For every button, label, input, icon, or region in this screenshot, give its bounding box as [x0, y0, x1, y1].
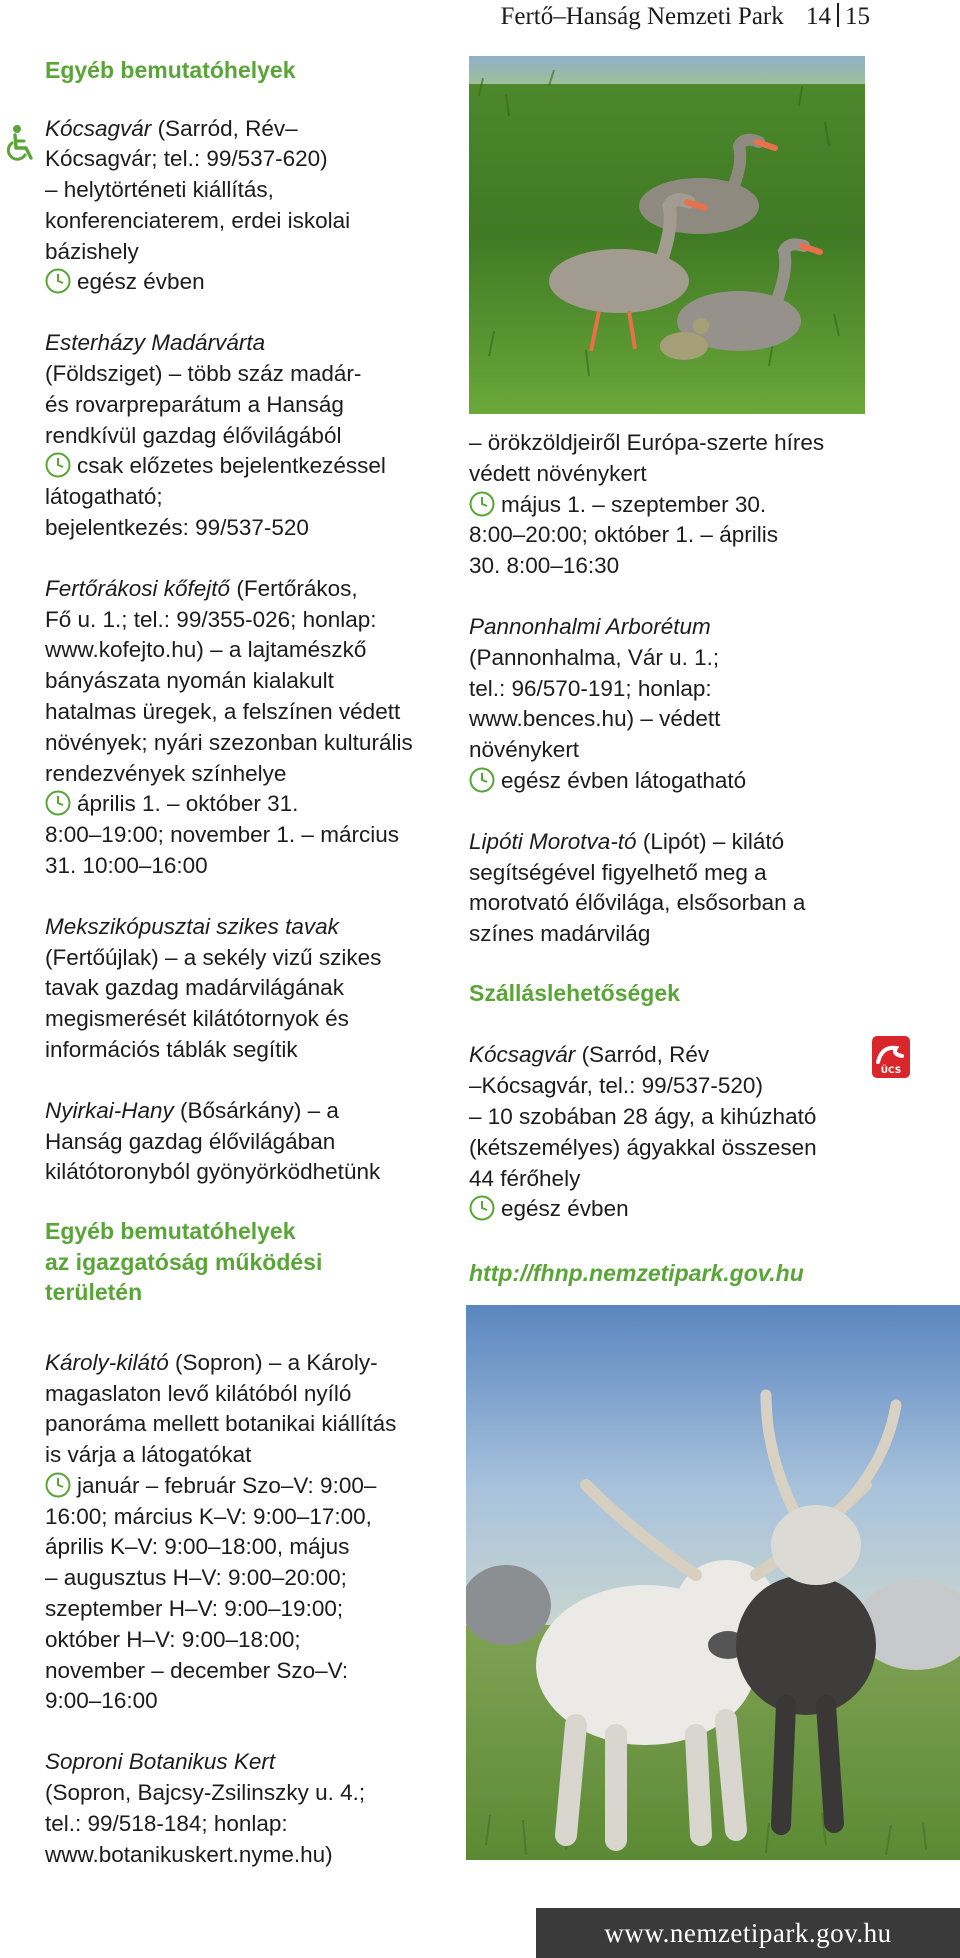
- entry-text: is várja a látogatókat: [45, 1442, 252, 1468]
- entry-name: Kócsagvár: [45, 115, 152, 141]
- entry-text: látogatható;: [45, 484, 163, 510]
- entry-text: (Bősárkány) – a: [173, 1097, 339, 1123]
- section-heading-other-sites: Egyéb bemutatóhelyek: [45, 57, 296, 83]
- entry-name: Kócsagvár: [469, 1042, 576, 1068]
- entry-text: 44 férőhely: [469, 1165, 581, 1191]
- opening-hours: csak előzetes bejelentkezéssel: [77, 453, 386, 479]
- entry-text: 30. 8:00–16:30: [469, 553, 620, 579]
- entry-text: tel.: 96/570-191; honlap:: [469, 675, 712, 701]
- entry-text: rendkívül gazdag élővilágából: [45, 422, 342, 448]
- geese-photo: [469, 56, 865, 414]
- entry-text: konferenciaterem, erdei iskolai: [45, 207, 351, 233]
- entry-text: bázishely: [45, 238, 139, 264]
- entry-text: www.botanikuskert.nyme.hu): [45, 1841, 333, 1867]
- entry-botanikus-kert: [45, 1747, 450, 1870]
- entry-pannonhalmi-arboretum: [469, 612, 869, 797]
- entry-text: – örökzöldjeiről Európa-szerte híres: [469, 430, 825, 455]
- entry-name: Fertőrákosi kőfejtő: [45, 575, 231, 601]
- entry-text: bejelentkezés: 99/537-520: [45, 515, 309, 541]
- entry-name: Soproni Botanikus Kert: [45, 1749, 276, 1775]
- entry-text: (kétszemélyes) ágyakkal összesen: [469, 1134, 817, 1160]
- entry-name: Pannonhalmi Arborétum: [469, 613, 711, 639]
- entry-text: Fő u. 1.; tel.: 99/355-026; honlap:: [45, 606, 377, 632]
- page-number-left: 14: [806, 3, 831, 30]
- entry-text: kilátótoronyból gyönyörködhetünk: [45, 1159, 381, 1185]
- entry-text: (Földsziget) – több száz madár-: [45, 361, 362, 387]
- entry-name: Károly-kilátó: [45, 1349, 169, 1375]
- section-heading-directorate-sites: [45, 1216, 450, 1308]
- entry-text: www.bences.hu) – védett: [469, 706, 721, 732]
- entry-text: (Sarród, Rév: [575, 1042, 710, 1068]
- entry-kocsagvar: [45, 114, 450, 299]
- entry-text: – 10 szobában 28 ágy, a kihúzható: [469, 1104, 817, 1130]
- entry-text: Kócsagvár; tel.: 99/537-620): [45, 146, 328, 172]
- heading-line: az igazgatóság működési: [45, 1248, 323, 1275]
- wheelchair-accessible-icon: [4, 124, 36, 164]
- entry-text: bányászata nyomán kialakult: [45, 668, 334, 694]
- entry-kofejto: [45, 574, 450, 882]
- entry-text: 9:00–16:00: [45, 1688, 158, 1714]
- ucs-badge-icon: [872, 1036, 910, 1078]
- entry-text: megismerését kilátótornyok és: [45, 1006, 349, 1032]
- park-website-link[interactable]: http://fhnp.nemzetipark.gov.hu: [469, 1260, 804, 1287]
- entry-text: (Lipót) – kilátó: [636, 828, 785, 854]
- entry-name: Lipóti Morotva-tó: [469, 828, 637, 854]
- entry-text: színes madárvilág: [469, 921, 651, 947]
- entry-text: (Pannonhalma, Vár u. 1.;: [469, 644, 720, 670]
- opening-hours: április 1. – október 31.: [77, 791, 299, 817]
- clock-icon: [45, 268, 71, 294]
- page-header: [500, 0, 870, 34]
- entry-text: www.kofejto.hu) – a lajtamészkő: [45, 637, 367, 663]
- entry-text: növények; nyári szezonban kulturális: [45, 729, 413, 755]
- header-title: Fertő–Hanság Nemzeti Park: [500, 3, 784, 30]
- entry-text: november – december Szo–V:: [45, 1657, 349, 1683]
- entry-text: április K–V: 9:00–18:00, május: [45, 1534, 350, 1560]
- opening-hours: január – február Szo–V: 9:00–: [77, 1472, 377, 1498]
- entry-text: növénykert: [469, 737, 580, 763]
- clock-icon: [45, 790, 71, 816]
- left-column: [45, 55, 450, 1870]
- entry-text: hatalmas üregek, a felszínen védett: [45, 699, 401, 725]
- entry-text: (Fertőújlak) – a sekély vizű szikes: [45, 944, 382, 970]
- clock-icon: [469, 491, 495, 517]
- entry-nyirkai-hany: [45, 1096, 450, 1188]
- clock-icon: [45, 1472, 71, 1498]
- entry-text: október H–V: 9:00–18:00;: [45, 1626, 301, 1652]
- entry-lipoti-morotva: [469, 827, 869, 950]
- entry-text: –Kócsagvár, tel.: 99/537-520): [469, 1073, 763, 1099]
- entry-text: védett növénykert: [469, 460, 647, 486]
- page-number-divider: [837, 3, 839, 27]
- entry-karoly-kilato: [45, 1348, 450, 1718]
- entry-text: szeptember H–V: 9:00–19:00;: [45, 1596, 344, 1622]
- entry-arboretum-continuation: [469, 428, 869, 582]
- entry-text: panoráma mellett botanikai kiállítás: [45, 1411, 397, 1437]
- entry-text: (Fertőrákos,: [230, 575, 358, 601]
- page-number-right: 15: [845, 3, 870, 30]
- opening-hours: egész évben látogatható: [501, 767, 747, 793]
- clock-icon: [45, 452, 71, 478]
- entry-text: tel.: 99/518-184; honlap:: [45, 1810, 288, 1836]
- entry-kocsagvar-accommodation: [469, 1040, 869, 1225]
- entry-name: Nyirkai-Hany: [45, 1097, 174, 1123]
- entry-text: – helytörténeti kiállítás,: [45, 177, 274, 203]
- entry-name: Mekszikópusztai szikes tavak: [45, 913, 339, 939]
- ucs-badge-label: ÜCS: [880, 1066, 902, 1076]
- opening-hours: egész évben: [77, 269, 205, 295]
- entry-text: Hanság gazdag élővilágában: [45, 1128, 336, 1154]
- clock-icon: [469, 1195, 495, 1221]
- entry-text: rendezvények színhelye: [45, 760, 287, 786]
- entry-text: információs táblák segítik: [45, 1037, 298, 1063]
- entry-text: morotvató élővilága, elsősorban a: [469, 890, 806, 916]
- entry-text: és rovarpreparátum a Hanság: [45, 391, 344, 417]
- opening-hours: május 1. – szeptember 30.: [501, 491, 767, 517]
- entry-text: (Sopron, Bajcsy-Zsilinszky u. 4.;: [45, 1780, 366, 1806]
- entry-text: 31. 10:00–16:00: [45, 853, 208, 879]
- entry-text: (Sarród, Rév–: [151, 115, 298, 141]
- heading-line: Egyéb bemutatóhelyek: [45, 1218, 296, 1245]
- entry-esterhazy: [45, 328, 450, 544]
- entry-text: – augusztus H–V: 9:00–20:00;: [45, 1565, 347, 1591]
- heading-line: területén: [45, 1279, 143, 1306]
- footer-website[interactable]: www.nemzetipark.gov.hu: [536, 1908, 960, 1958]
- entry-text: magaslaton levő kilátóból nyíló: [45, 1380, 352, 1406]
- entry-text: 8:00–20:00; október 1. – április: [469, 522, 778, 548]
- entry-name: Esterházy Madárvárta: [45, 330, 266, 356]
- clock-icon: [469, 767, 495, 793]
- opening-hours: egész évben: [501, 1196, 629, 1222]
- entry-mekszikopuszta: [45, 912, 450, 1066]
- entry-text: (Sopron) – a Károly-: [168, 1349, 378, 1375]
- grey-cattle-photo: [466, 1305, 960, 1860]
- entry-text: 8:00–19:00; november 1. – március: [45, 822, 399, 848]
- entry-text: tavak gazdag madárvilágának: [45, 975, 344, 1001]
- right-column: [469, 428, 869, 1289]
- entry-text: segítségével figyelhető meg a: [469, 859, 767, 885]
- entry-text: 16:00; március K–V: 9:00–17:00,: [45, 1503, 372, 1529]
- section-heading-accommodation: Szálláslehetőségek: [469, 979, 680, 1006]
